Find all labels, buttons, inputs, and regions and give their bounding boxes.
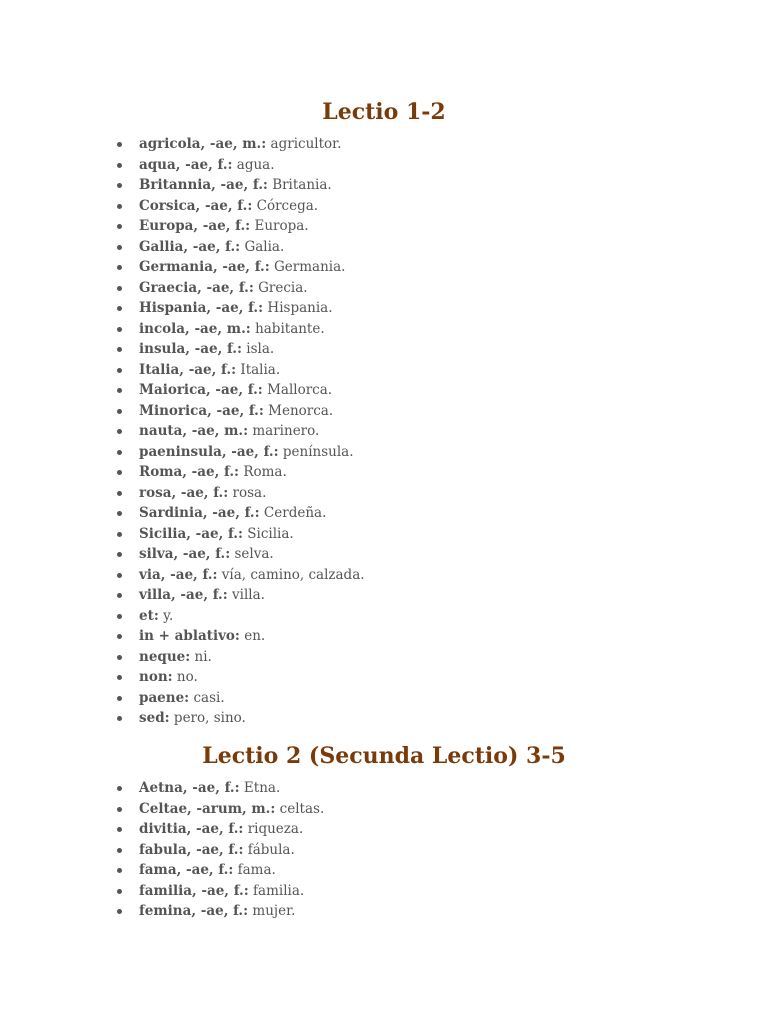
vocab-meaning: agricultor. [270, 136, 342, 152]
vocab-term: Roma, -ae, f.: [139, 464, 240, 480]
vocabulary-list [139, 134, 365, 729]
list-item [139, 688, 365, 709]
vocab-term: sed: [139, 710, 170, 726]
vocab-meaning: pero, sino. [173, 710, 246, 726]
section-title: Lectio 1-2 [322, 99, 446, 125]
vocab-term: in + ablativo: [139, 628, 240, 644]
list-item [139, 421, 365, 442]
vocab-meaning: celtas. [279, 800, 325, 817]
vocab-term: incola, -ae, m.: [139, 320, 251, 337]
list-item [139, 585, 365, 606]
vocab-meaning: Roma. [243, 464, 287, 480]
vocab-term: Sicilia, -ae, f.: [139, 525, 243, 542]
vocab-meaning: Etna. [243, 780, 281, 796]
list-item [139, 462, 365, 483]
vocab-term: insula, -ae, f.: [139, 341, 242, 357]
list-item [139, 319, 365, 340]
vocab-term: Germania, -ae, f.: [139, 259, 270, 275]
vocab-meaning: agua. [236, 156, 275, 173]
vocab-term: Maiorica, -ae, f.: [139, 382, 263, 398]
vocab-meaning: fama. [237, 862, 276, 878]
list-item [139, 565, 365, 586]
list-item [139, 647, 365, 668]
list-item [139, 360, 365, 381]
list-item [139, 819, 324, 840]
vocab-term: Aetna, -ae, f.: [139, 780, 240, 796]
vocab-meaning: selva. [234, 546, 274, 562]
vocab-term: familia, -ae, f.: [139, 882, 249, 899]
vocab-term: Hispania, -ae, f.: [139, 300, 264, 316]
vocab-meaning: Grecia. [258, 279, 308, 296]
vocab-term: Italia, -ae, f.: [139, 361, 237, 378]
list-item [139, 860, 324, 881]
vocab-term: fabula, -ae, f.: [139, 841, 244, 858]
vocab-meaning: rosa. [232, 484, 267, 501]
vocab-term: fama, -ae, f.: [139, 862, 234, 878]
vocab-meaning: península. [282, 443, 354, 460]
list-item [139, 155, 365, 176]
list-item [139, 278, 365, 299]
vocab-meaning: vía, camino, calzada. [221, 566, 365, 583]
section-title: Lectio 2 (Secunda Lectio) 3-5 [202, 743, 566, 769]
vocab-meaning: Germania. [274, 259, 346, 275]
vocab-term: neque: [139, 648, 191, 665]
vocab-meaning: habitante. [255, 320, 325, 337]
vocab-meaning: casi. [193, 689, 225, 706]
list-item [139, 881, 324, 902]
vocab-meaning: Galia. [244, 238, 285, 255]
list-item [139, 840, 324, 861]
vocab-term: paeninsula, -ae, f.: [139, 443, 279, 460]
vocab-meaning: fábula. [247, 841, 295, 858]
vocab-term: divitia, -ae, f.: [139, 821, 244, 837]
vocab-term: rosa, -ae, f.: [139, 484, 229, 501]
list-item [139, 339, 365, 360]
vocab-term: Sardinia, -ae, f.: [139, 505, 260, 521]
list-item [139, 237, 365, 258]
list-item [139, 442, 365, 463]
vocab-term: paene: [139, 689, 190, 706]
vocab-term: non: [139, 669, 173, 685]
vocab-meaning: no. [176, 669, 198, 685]
vocab-term: aqua, -ae, f.: [139, 156, 233, 173]
list-item [139, 175, 365, 196]
vocab-meaning: ni. [194, 648, 212, 665]
vocab-meaning: riqueza. [247, 821, 304, 837]
vocab-meaning: marinero. [252, 423, 320, 439]
list-item [139, 380, 365, 401]
vocab-term: Gallia, -ae, f.: [139, 238, 241, 255]
list-item [139, 483, 365, 504]
vocab-meaning: isla. [246, 341, 275, 357]
vocab-meaning: y. [163, 607, 174, 624]
vocab-term: Celtae, -arum, m.: [139, 800, 276, 817]
vocab-meaning: en. [244, 628, 266, 644]
vocabulary-list [139, 778, 324, 922]
list-item [139, 298, 365, 319]
list-item [139, 778, 324, 799]
list-item [139, 667, 365, 688]
list-item [139, 524, 365, 545]
vocab-term: Britannia, -ae, f.: [139, 177, 268, 193]
list-item [139, 606, 365, 627]
list-item [139, 401, 365, 422]
vocab-term: agricola, -ae, m.: [139, 136, 267, 152]
vocab-term: villa, -ae, f.: [139, 587, 228, 603]
list-item [139, 544, 365, 565]
vocab-meaning: villa. [232, 587, 265, 603]
list-item [139, 901, 324, 922]
list-item [139, 799, 324, 820]
vocab-meaning: Europa. [254, 218, 309, 234]
vocab-meaning: Mallorca. [267, 382, 333, 398]
list-item [139, 708, 365, 729]
vocab-term: Corsica, -ae, f.: [139, 197, 253, 214]
vocab-meaning: Menorca. [268, 402, 334, 419]
vocab-meaning: Sicilia. [247, 525, 294, 542]
list-item [139, 216, 365, 237]
vocab-term: Europa, -ae, f.: [139, 218, 251, 234]
list-item [139, 503, 365, 524]
vocab-term: nauta, -ae, m.: [139, 423, 249, 439]
list-item [139, 134, 365, 155]
list-item [139, 626, 365, 647]
list-item [139, 196, 365, 217]
vocab-term: via, -ae, f.: [139, 566, 218, 583]
vocab-meaning: mujer. [252, 903, 296, 919]
vocab-meaning: Cerdeña. [263, 505, 327, 521]
vocab-meaning: familia. [253, 882, 305, 899]
vocab-meaning: Córcega. [256, 197, 319, 214]
vocab-meaning: Hispania. [267, 300, 333, 316]
vocab-term: Minorica, -ae, f.: [139, 402, 264, 419]
vocab-meaning: Britania. [272, 177, 332, 193]
list-item [139, 257, 365, 278]
vocab-meaning: Italia. [240, 361, 281, 378]
vocab-term: Graecia, -ae, f.: [139, 279, 254, 296]
vocab-term: femina, -ae, f.: [139, 903, 249, 919]
vocab-term: silva, -ae, f.: [139, 546, 231, 562]
vocab-term: et: [139, 607, 159, 624]
